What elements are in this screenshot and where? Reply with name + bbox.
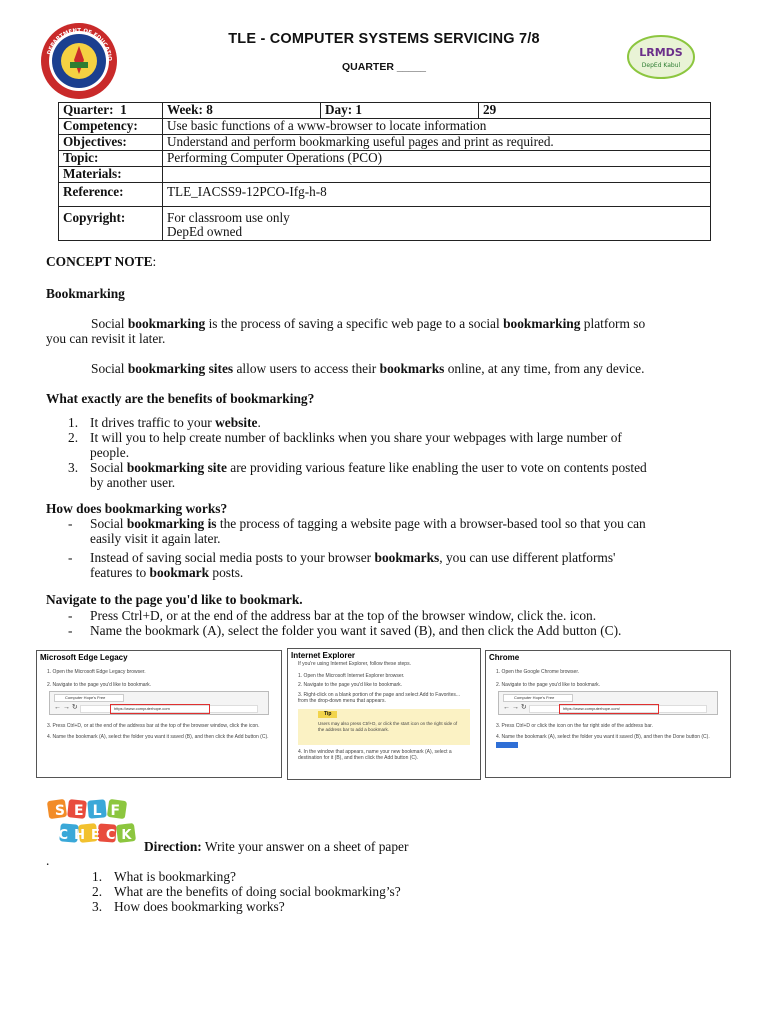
materials-label: Materials: [59,166,163,182]
svg-text:DepEd Kabul: DepEd Kabul [641,62,681,69]
tip-box: Tip Users may also press Ctrl+D, or click the start icon on the right side of the address bar to add a bookmark. [298,709,470,745]
lesson-info-table [58,102,711,241]
concept-heading: CONCEPT NOTE: [46,254,157,269]
edge-legacy-panel: Microsoft Edge Legacy 1. Open the Microsoft Edge Legacy browser. 2. Navigate to the page you'd like to bookmark. Computer Hope's Free ← → ↻ https://www.computerhope.com 3. Press Ctrl+D, or at the end of the address bar at the top of the browser window, click the icon. 4. Name the bookmark (A), select the folder you want it saved (B), and then click the Add button (C). [36,650,282,778]
week-cell: Week: 8 [163,103,321,119]
lrmds-logo [626,34,696,80]
svg-text:SELF: SELF [54,803,130,819]
done-button-icon [496,742,518,748]
topic-value: Performing Computer Operations (PCO) [163,150,711,166]
quarter-cell: Quarter: 1 [59,103,163,119]
list-item: 2. What are the benefits of doing social bookmarking’s? [92,884,401,899]
svg-text:CHECK: CHECK [58,828,138,843]
self-check-logo [44,798,144,850]
chrome-panel: Chrome 1. Open the Google Chrome browser. 2. Navigate to the page you'd like to bookmark. Computer Hope's Free ← → ↻ https://www.computerhope.com/ 3. Press Ctrl+D or click the icon on the far right side of the address bar. 4. Name the bookmark (A), select the folder you want it saved (B), and then the Done button (C). [485,650,731,778]
benefits-list [68,415,728,490]
list-item: 2. It will you to help create number of backlinks when you share your webpages with large number of people. [68,430,622,460]
objectives-value: Understand and perform bookmarking useful pages and print as required. [163,134,711,150]
copyright-label: Copyright: [59,206,163,240]
how-list [68,516,728,580]
page-title: TLE - COMPUTER SYSTEMS SERVICING 7/8 [228,31,540,47]
quarter-line: QUARTER _____ [341,61,427,73]
bookmarking-subheading: Bookmarking [46,286,125,301]
list-item: - Name the bookmark (A), select the folder you want it saved (B), and then click the Add button (C). [68,623,622,638]
nav-arrows-icon: ← → ↻ [54,704,78,711]
list-item: - Press Ctrl+D, or at the end of the address bar at the top of the browser window, click the. icon. [68,608,597,623]
reference-value: TLE_IACSS9-12PCO-Ifg-h-8 [163,182,711,206]
svg-text:DEPARTMENT OF EDUCATION: DEPARTMENT OF EDUCATIO [46,27,113,62]
competency-value: Use basic functions of a www-browser to locate information [163,119,711,135]
list-item: - Social bookmarking is the process of tagging a website page with a browser-based tool so that you can easily visit it again later. [68,516,646,546]
benefits-heading: What exactly are the benefits of bookmarking? [46,391,315,406]
copyright-value: For classroom use only DepEd owned [163,206,711,240]
stray-dot: . [46,853,50,868]
day-cell: Day: 1 [321,103,479,119]
internet-explorer-panel: Internet Explorer If you're using Internet Explorer, follow these steps. 1. Open the Microsoft Internet Explorer browser. 2. Navigate to the page you'd like to bookmark. 3. Right-click on a blank portion of the page and select Add to Favorites... from the drop-down menu that appears. Tip Users may also press Ctrl+D, or click the start icon on the right side of the address bar to add a bookmark. 4. In the window that appears, name your new bookmark (A), select a destination for it (B), and then click the Add button (C). [287,648,481,780]
reference-label: Reference: [59,182,163,206]
list-item: 3. How does bookmarking works? [92,899,285,914]
list-item: 1. It drives traffic to your website. [68,415,261,430]
svg-text:LRMDS: LRMDS [639,46,683,59]
materials-value [163,166,711,182]
browser-screenshot: Computer Hope's Free ← → ↻ https://www.computerhope.com [49,691,269,715]
list-item: 1. What is bookmarking? [92,869,236,884]
competency-label: Competency: [59,119,163,135]
concept-paragraph-2: Social bookmarking sites allow users to access their bookmarks online, at any time, from any device. [91,361,645,376]
self-check-questions [92,869,592,914]
topic-label: Topic: [59,150,163,166]
list-item: 3. Social bookmarking site are providing various feature like enabling the user to vote on contents posted by another user. [68,460,647,490]
how-heading: How does bookmarking works? [46,501,228,516]
concept-paragraph-1: Social bookmarking is the process of saving a specific web page to a social bookmarking platform so you can revisit it later. [46,316,646,346]
list-item: - Instead of saving social media posts to your browser bookmarks, you can use different platforms' features to bookmark posts. [68,550,616,580]
nav-arrows-icon: ← → ↻ [503,704,527,711]
lesson-number-cell: 29 [479,103,711,119]
navigate-list [68,608,748,638]
objectives-label: Objectives: [59,134,163,150]
browser-screenshot: Computer Hope's Free ← → ↻ https://www.computerhope.com/ [498,691,718,715]
navigate-heading: Navigate to the page you'd like to bookmark. [46,592,303,607]
direction-line: Direction: Write your answer on a sheet of paper [144,839,409,854]
